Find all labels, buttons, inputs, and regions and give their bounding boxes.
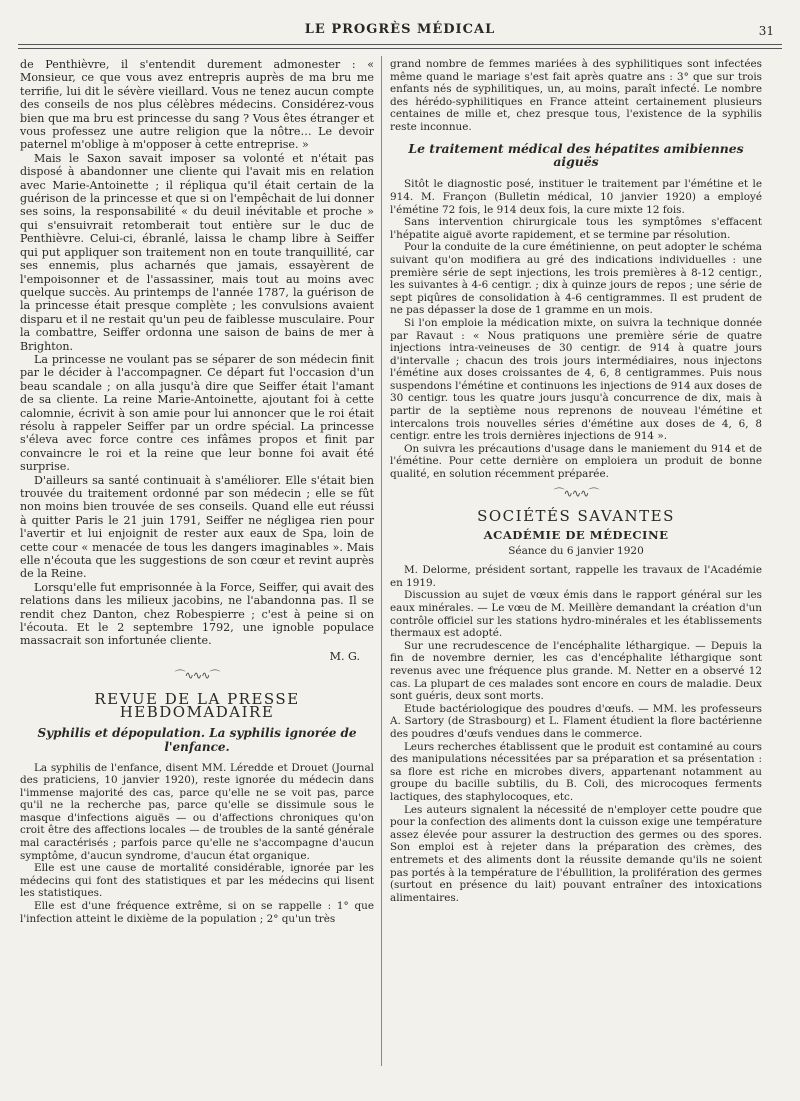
- left-column: [20, 58, 374, 925]
- paragraph: Discussion au sujet de vœux émis dans le rapport général sur les eaux minérales. — Le vœu de M. Meillère demandant la création d'un contrôle officiel sur les stations hydro-minérales et les établissements thermaux est adopté.: [390, 589, 762, 640]
- header-rule: [18, 44, 782, 49]
- paragraph: Pour la conduite de la cure émétinienne, on peut adopter le schéma suivant qu'on modifiera au gré des indications individuelles : une première série de sept injections, les trois premières à 8-12 centigr., les suivantes à 4-6 centigr. ; dix à quinze jours de repos ; une série de sept piqûres de consolidation à 4-6 centigrammes. Il est prudent de ne pas dépasser la dose de 1 gramme en un mois.: [390, 241, 762, 317]
- column-divider: [381, 56, 382, 1066]
- page-header: [18, 22, 782, 42]
- paragraph: Sur une recrudescence de l'encéphalite léthargique. — Depuis la fin de novembre dernier, les cas d'encéphalite léthargique sont revenus avec une fréquence plus grande. M. Netter en a observé 12 cas. La plupart de ces malades sont encore en cours de maladie. Deux sont guéris, deux sont morts.: [390, 639, 762, 703]
- article-title: Syphilis et dépopulation. La syphilis ignorée de l'enfance.: [37, 725, 357, 754]
- paragraph: Si l'on emploie la médication mixte, on suivra la technique donnée par Ravaut : « Nous pratiquons une première série de quatre injections intra-veineuses de 30 centigr. de 914 à quatre jours d'intervalle ; chacun des trois jours intermédiaires, nous injectons l'émétine aux doses croissantes de 4, 6, 8 centigrammes. Puis nous suspendons l'émétine et continuons les injections de 914 aux doses de 30 centigr. tous les quatre jours jusqu'à concurrence de dix, mais à partir de la septième nous reprenons de nouveau l'émétine et intercalons trois nouvelles séries d'émétine aux doses de 4, 6, 8 centigr. entre les trois dernières injections de 914 ».: [390, 316, 762, 443]
- section-separator: ⌒∿∿∿⌒: [174, 669, 220, 683]
- paragraph: M. Delorme, président sortant, rappelle les travaux de l'Académie en 1919.: [390, 564, 762, 589]
- session-date: Séance du 6 janvier 1920: [508, 544, 644, 557]
- paragraph: Etude bactériologique des poudres d'œufs. — MM. les professeurs A. Sartory (de Strasbourg) et L. Flament étudient la flore bactérienne des poudres d'œufs vendues dans le commerce.: [390, 702, 762, 740]
- paragraph: Mais le Saxon savait imposer sa volonté et n'était pas disposé à abandonner une cliente qui l'avait mis en relation avec Marie-Antoinette ; il répliqua qu'il était certain de la guérison de la princesse et que si on l'empêchait de lui donner ses soins, la responsabilité « du deuil inévitable et proche » qui s'ensuivrait retomberait tout entière sur le duc de Penthièvre. Celui-ci, ébranlé, laissa le champ libre à Seiffer qui put appliquer son traitement non en toute tranquillité, car ses ennemis, plus acharnés que jamais, essayèrent de l'empoisonner et de l'assassiner, mais tout au moins avec quelque succès. Au printemps de l'année 1787, la guérison de la princesse était presque complète ; les convulsions avaient disparu et il ne restait qu'un peu de faiblesse musculaire. Pour la combattre, Seiffer ordonna une saison de bains de mer à Brighton.: [20, 151, 374, 353]
- paragraph: La syphilis de l'enfance, disent MM. Léredde et Drouet (Journal des praticiens, 10 janvier 1920), reste ignorée du médecin dans l'immense majorité des cas, parce qu'elle ne se voit pas, parce qu'il ne la recherche pas, parce qu'elle se dissimule sous le masque d'infections aiguës — ou d'affections chroniques qu'on croit être des affections locales — de troubles de la santé générale mal caractérisés ; parfois parce qu'elle ne s'accompagne d'aucun symptôme, d'aucun syndrome, d'aucun état organique.: [20, 761, 374, 862]
- article-title: Le traitement médical des hépatites amibiennes aiguës: [408, 140, 744, 169]
- section-title: SOCIÉTÉS SAVANTES: [477, 507, 675, 526]
- paragraph: On suivra les précautions d'usage dans le maniement du 914 et de l'émétine. Pour cette dernière on emploiera un produit de bonne qualité, en solution récemment préparée.: [390, 442, 762, 481]
- paragraph: Elle est d'une fréquence extrême, si on se rappelle : 1° que l'infection atteint le dixième de la population ; 2° qu'un très: [20, 900, 374, 925]
- paragraph: Les auteurs signalent la nécessité de n'employer cette poudre que pour la confection des aliments dont la cuisson exige une température assez élevée pour assurer la destruction des germes ou des spores. Son emploi est à rejeter dans la préparation des crèmes, des entremets et des aliments dont la réussite demande qu'ils ne soient pas portés à la température de l'ébullition, la prolifération des germes (surtout en présence du lait) pouvant entraîner des intoxications alimentaires.: [390, 803, 762, 904]
- section-separator: ⌒∿∿∿⌒: [553, 486, 599, 500]
- paragraph: Leurs recherches établissent que le produit est contaminé au cours des manipulations nécessitées par sa préparation et sa présentation : sa flore est riche en microbes divers, appartenant notamment au groupe du bacille subtilis, du B. Coli, des microcoques ferments lactiques, des staphylocoques, etc.: [390, 740, 762, 803]
- paragraph: Lorsqu'elle fut emprisonnée à la Force, Seiffer, qui avait des relations dans les milieux jacobins, ne l'abandonna pas. Il se rendit chez Danton, chez Robespierre ; c'est à peine si on l'écouta. Et le 2 septembre 1792, une ignoble populace massacrait son infortunée cliente.: [20, 580, 374, 648]
- paragraph: Sitôt le diagnostic posé, instituer le traitement par l'émétine et le 914. M. Françon (Bulletin médical, 10 janvier 1920) a employé l'émétine 72 fois, le 914 deux fois, la cure mixte 12 fois.: [390, 178, 762, 216]
- page-number: 31: [758, 24, 774, 38]
- subsection-title: ACADÉMIE DE MÉDECINE: [483, 528, 669, 543]
- right-column: [390, 58, 762, 904]
- article-signature: M. G.: [329, 649, 360, 663]
- paragraph: grand nombre de femmes mariées à des syphilitiques sont infectées même quand le mariage s'est fait après quatre ans : 3° que sur trois enfants nés de syphilitiques, un, au moins, paraît infecté. Le nombre des hérédo-syphilitiques en France atteint certainement plusieurs centaines de mille et, chez presque tous, l'existence de la syphilis reste inconnue.: [390, 58, 762, 133]
- paragraph: Elle est une cause de mortalité considérable, ignorée par les médecins qui font des statistiques et par les médecins qui lisent les statistiques.: [20, 862, 374, 900]
- paragraph: de Penthièvre, il s'entendit durement admonester : « Monsieur, ce que vous avez entrepris auprès de ma bru me terrifie, lui dit le sévère vieillard. Vous ne tenez aucun compte des conseils de nos plus célèbres médecins. Considérez-vous bien que ma bru est princesse du sang ? Vous êtes étranger et vous professez une autre religion que la nôtre… Le devoir paternel m'oblige à m'opposer à cette entreprise. »: [20, 58, 374, 152]
- paragraph: La princesse ne voulant pas se séparer de son médecin finit par le décider à l'accompagner. Ce départ fut l'occasion d'un beau scandale ; on alla jusqu'à dire que Seiffer était l'amant de sa cliente. La reine Marie-Antoinette, ajoutant foi à cette calomnie, écrivit à son amie pour lui annoncer que le roi était résolu à rappeler Seiffer par un ordre spécial. La princesse s'éleva avec force contre ces infâmes propos et finit par convaincre le roi et la reine que leur bonne foi avait été surprise.: [20, 352, 374, 474]
- paragraph: D'ailleurs sa santé continuait à s'améliorer. Elle s'était bien trouvée du traitement ordonné par son médecin ; elle se fût non moins bien trouvée de ses conseils. Quand elle eut réussi à quitter Paris le 21 juin 1791, Seiffer ne négligea rien pour l'avertir et lui enjoignit de rester aux eaux de Spa, loin de cette cour « menacée de tous les dangers imaginables ». Mais elle n'écouta que les suggestions de son cœur et revint auprès de la Reine.: [20, 473, 374, 581]
- section-title: REVUE DE LA PRESSE HEBDOMADAIRE: [94, 689, 300, 722]
- paragraph: Sans intervention chirurgicale tous les symptômes s'effacent l'hépatite aiguë avorte rapidement, et se termine par résolution.: [390, 216, 762, 241]
- journal-title: LE PROGRÈS MÉDICAL: [304, 22, 496, 37]
